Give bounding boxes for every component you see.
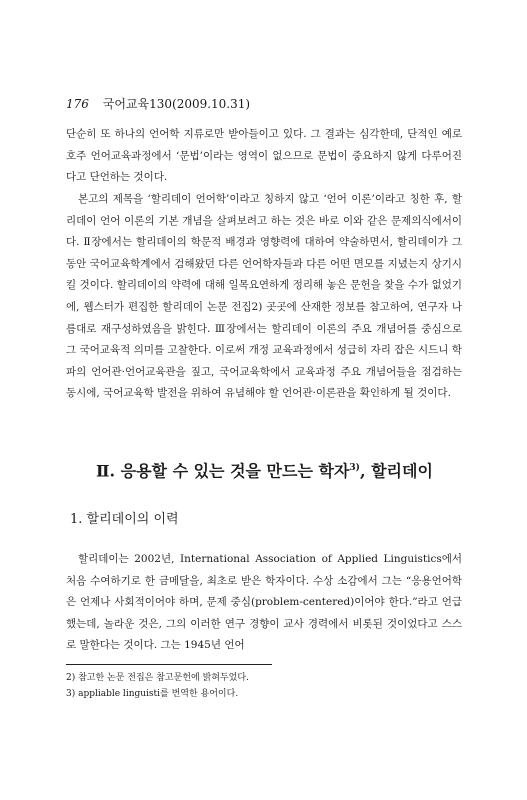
body-paragraph-1: 단순히 또 하나의 언어학 지류로만 받아들이고 있다. 그 결과는 심각한데, 단적인 예로 호주 언어교육과정에서 ‘문법’이라는 영역이 없으므로 문법이 중요하지 않게 다루어진다고 단언하는 것이다. — [66, 128, 462, 184]
section-heading-suffix: , 할리데이 — [359, 461, 433, 481]
footnote-2: 2) 참고한 논문 전집은 참고문헌에 밝혀두었다. — [66, 673, 249, 683]
footnote-divider — [66, 664, 272, 665]
body-paragraph-3: 할리데이는 2002년, International Association of Applied Linguistics에서 처음 수여하기로 한 금메달을, 최초로 받은 학자이다. 수상 소감에서 그는 “응용언어학은 언제나 사회적이어야 하며, 문제 중심(problem-centered)이어야 한다.”라고 언급했는데, 놀라운 것은, 그의 이러한 연구 경향이 교사 경력에서 비롯된 것이었다고 스스로 말한다는 것이다. 그는 1945년 언어 — [66, 553, 462, 652]
footnote-3: 3) appliable linguisti를 번역한 용어이다. — [66, 689, 239, 699]
footnotes — [66, 670, 249, 702]
section-heading-text: Ⅱ. 응용할 수 있는 것을 만드는 학자 — [96, 461, 350, 481]
journal-citation: 국어교육130(2009.10.31) — [102, 97, 251, 111]
running-header — [66, 97, 250, 111]
body-paragraph-2: 본고의 제목을 ‘할리데이 언어학’이라고 칭하지 않고 ‘언어 이론’이라고 칭한 후, 할리데이 언어 이론의 기본 개념을 살펴보려고 하는 것은 바로 이와 같은 문제의식에서이다. Ⅱ장에서는 할리데이의 학문적 배경과 영향력에 대하여 약술하면서, 할리데이가 그동안 국어교육학계에서 검해왔던 다른 언어학자들과 다른 어떤 면모를 지녔는지 상기시킬 것이다. 할리데이의 약력에 대해 일목요연하게 정리해 놓은 문헌을 찾을 수가 없었기에, 웹스터가 편집한 할리데이 논문 전집2) 곳곳에 산재한 정보를 참고하여, 연구자 나름대로 재구성하였음을 밝힌다. Ⅲ장에서는 할리데이 이론의 주요 개념어를 중심으로 그 국어교육적 의미를 고찰한다. 이로써 개정 교육과정에서 성급히 자리 잡은 시드니 학파의 언어관·언어교육관을 짚고, 국어교육학에서 교육과정 주요 개념어들을 점검하는 동시에, 국어교육학 발전을 위하여 유념해야 할 언어관·이론관을 확인하게 될 것이다. — [66, 193, 462, 400]
page-number: 176 — [66, 97, 89, 111]
subsection-heading: 1. 할리데이의 이력 — [70, 512, 179, 527]
footnote-ref-3: 3) — [349, 463, 360, 473]
section-heading — [96, 458, 433, 481]
